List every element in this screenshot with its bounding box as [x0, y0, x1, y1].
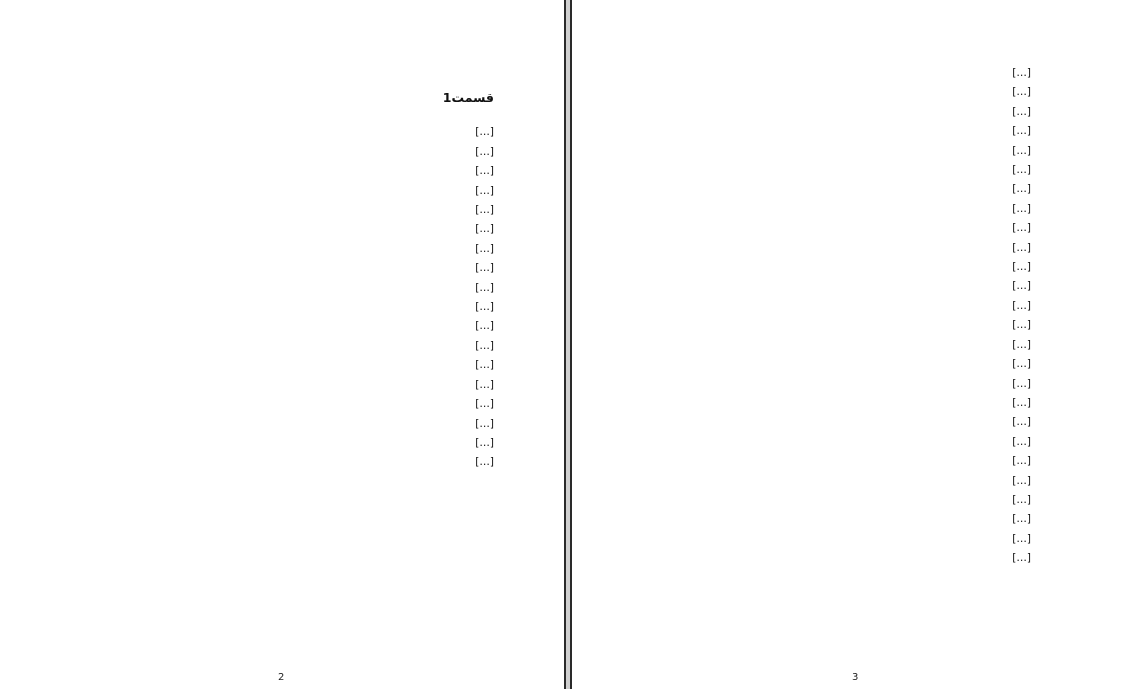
paragraph: […] — [1012, 513, 1031, 526]
paragraph: […] — [1012, 299, 1031, 312]
paragraph: […] — [1012, 474, 1031, 487]
paragraph: […] — [475, 165, 494, 178]
paragraph: […] — [475, 417, 494, 430]
paragraph: […] — [1012, 261, 1031, 274]
paragraph: […] — [475, 204, 494, 217]
page-number: 2 — [278, 672, 285, 683]
page-number: 3 — [852, 672, 859, 683]
paragraph: […] — [1012, 377, 1031, 390]
paragraph: […] — [1012, 183, 1031, 196]
chapter-title: قسمت1 — [442, 90, 494, 105]
right-page-text — [611, 64, 1031, 569]
paragraph: […] — [475, 339, 494, 352]
paragraph: […] — [1012, 358, 1031, 371]
right-page-body — [611, 64, 1031, 569]
paragraph: […] — [1012, 280, 1031, 293]
paragraph: […] — [1012, 435, 1031, 448]
paragraph: […] — [475, 359, 494, 372]
paragraph: […] — [475, 262, 494, 275]
paragraph: […] — [475, 398, 494, 411]
paragraph: […] — [1012, 202, 1031, 215]
paragraph: […] — [1012, 86, 1031, 99]
paragraph: […] — [1012, 125, 1031, 138]
paragraph: […] — [1012, 532, 1031, 545]
paragraph: […] — [1012, 416, 1031, 429]
left-page-body — [62, 88, 494, 473]
paragraph: […] — [475, 184, 494, 197]
right-page — [570, 0, 1139, 689]
paragraph: […] — [475, 145, 494, 158]
paragraph: […] — [1012, 105, 1031, 118]
paragraph: […] — [475, 126, 494, 139]
paragraph: […] — [475, 242, 494, 255]
paragraph: […] — [475, 320, 494, 333]
paragraph: […] — [475, 456, 494, 469]
paragraph: […] — [1012, 338, 1031, 351]
paragraph: […] — [1012, 164, 1031, 177]
left-page-text — [62, 123, 494, 472]
paragraph: […] — [1012, 455, 1031, 468]
paragraph: […] — [1012, 144, 1031, 157]
paragraph: […] — [1012, 319, 1031, 332]
paragraph: […] — [475, 378, 494, 391]
left-page — [0, 0, 566, 689]
paragraph: […] — [475, 223, 494, 236]
paragraph: […] — [1012, 396, 1031, 409]
paragraph: […] — [1012, 493, 1031, 506]
paragraph: […] — [475, 281, 494, 294]
paragraph: […] — [475, 301, 494, 314]
paragraph: […] — [1012, 241, 1031, 254]
paragraph: […] — [475, 436, 494, 449]
paragraph: […] — [1012, 222, 1031, 235]
paragraph: […] — [1012, 552, 1031, 565]
paragraph: […] — [1012, 67, 1031, 79]
